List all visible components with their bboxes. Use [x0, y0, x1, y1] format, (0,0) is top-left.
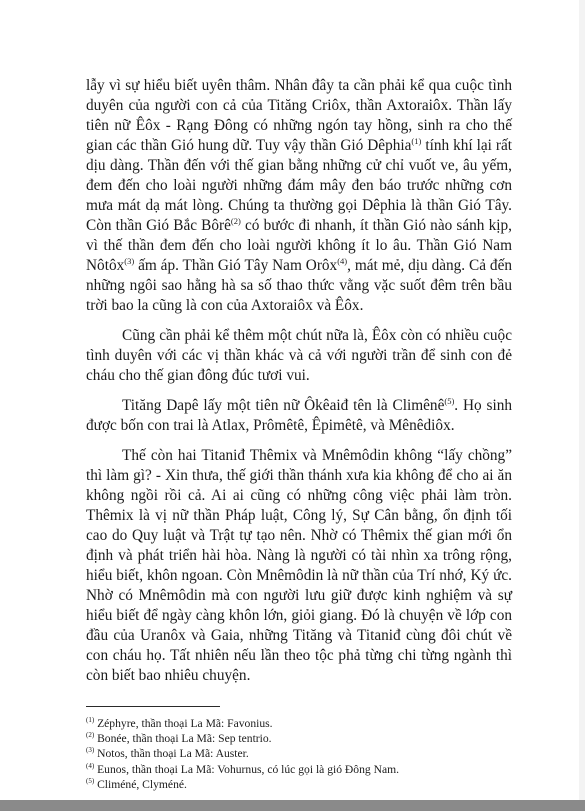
paragraph [86, 326, 512, 386]
paragraph-text: Thế còn hai Titaniđ Thêmix và Mnêmôdin không “lấy chồng” thì làm gì? - Xin thưa, thế giới thần thánh xưa kia không để cho ai ăn không ngồi rồi cả. Ai ai cũng có những công việc phải làm tròn. Thêmix là vị nữ thần Pháp luật, Công lý, Sự Cân bằng, ổn định tối cao do Quy luật và Trật tự tạo nên. Nhờ có Thêmix thế gian mới ổn định và phát triển hài hòa. Nàng là người có tài nhìn xa trông rộng, hiểu biết, khôn ngoan. Còn Mnêmôdin là nữ thần của Trí nhớ, Ký ức. Nhờ có Mnêmôdin mà con người lưu giữ được kinh nghiệm và sự hiểu biết để ngày càng khôn lớn, giỏi giang. Đó là chuyện về lớp con đầu của Uranôx và Gaia, những Tităng và Titaniđ cùng đôi chút về con cháu họ. Tất nhiên nếu lần theo tộc phả từng chi từng ngành thì còn biết bao nhiêu chuyện. [86, 447, 512, 684]
paragraph-text: có bước đi nhanh, ít thần Gió nào sánh kịp, vì thế thần đem đến cho loài người không ít lo âu. Thần Gió Nam Nôtôx [86, 217, 512, 274]
footnote-mark: (4) [86, 761, 95, 770]
footnote [86, 716, 512, 731]
paragraph-text: ấm áp. Thần Gió Tây Nam Orôx [134, 257, 338, 274]
paragraph [86, 396, 512, 436]
footnote [86, 777, 512, 792]
footnote-text: Notos, thần thoại La Mã: Auster. [97, 747, 249, 761]
paragraph-text: lẫy vì sự hiểu biết uyên thâm. Nhân đây ta cần phải kể qua cuộc tình duyên của người con cả của Tităng Criôx, thần Axtoraiôx. Thần lấy tiên nữ Êôx - Rạng Đông có những ngón tay hồng, sinh ra cho thế gian các thần Gió hung dữ. Tuy vậy thần Gió Dêphia [86, 77, 512, 154]
footnotes [86, 716, 512, 792]
scan-bottom-band [0, 800, 585, 811]
footnote-mark: (5) [86, 776, 95, 785]
footnote [86, 762, 512, 777]
paragraph-text: , mát mẻ, dịu dàng. Cả đến những ngôi sao hằng hà sa số thao thức vằng vặc suốt đêm trên bầu trời bao la cũng là con của Axtoraiôx và Êôx. [86, 257, 513, 314]
footnote-text: Climéné, Clyméné. [97, 777, 187, 791]
footnote-mark: (2) [86, 731, 95, 740]
paragraph [86, 76, 512, 316]
footnote-reference: (1) [411, 135, 422, 146]
footnote-text: Bonée, thần thoại La Mã: Sep tentrio. [97, 732, 272, 746]
footnote-mark: (1) [86, 716, 95, 725]
page-edge-shadow [579, 0, 585, 811]
footnote [86, 731, 512, 746]
paragraph-text: tính khí lại rất dịu dàng. Thần đến với thế gian bằng những cử chỉ vuốt ve, âu yếm, đem đến cho loài người những đám mây đen báo trước những cơn mưa mát dạ mát lòng. Chúng ta thường gọi Dêphia là thần Gió Tây. Còn thần Gió Bắc Bôrê [86, 137, 512, 234]
footnote-reference: (5) [444, 395, 455, 406]
paragraph-text: Cũng cần phải kể thêm một chút nữa là, Êôx còn có nhiều cuộc tình duyên với các vị thần khác và cả với người trần để sinh con đẻ cháu cho thế gian đông đúc tươi vui. [86, 327, 512, 384]
body-text [86, 76, 512, 696]
footnote-reference: (2) [230, 215, 241, 226]
footnote [86, 746, 512, 761]
footnote-reference: (4) [337, 255, 348, 266]
footnote-text: Zéphyre, thần thoại La Mã: Favonius. [97, 717, 273, 730]
paragraph-text: . Họ sinh được bốn con trai là Atlax, Prômêtê, Êpimêtê, và Mênêdiôx. [86, 397, 512, 434]
footnote-text: Eunos, thần thoại La Mã: Vohurnus, có lúc gọi là gió Đông Nam. [97, 762, 400, 776]
paragraph-text: Tităng Dapê lấy một tiên nữ Ôkêaiđ tên là Climênê [122, 397, 445, 414]
footnote-separator [86, 706, 220, 707]
footnote-mark: (3) [86, 746, 95, 755]
footnote-reference: (3) [124, 255, 135, 266]
paragraph [86, 446, 512, 686]
